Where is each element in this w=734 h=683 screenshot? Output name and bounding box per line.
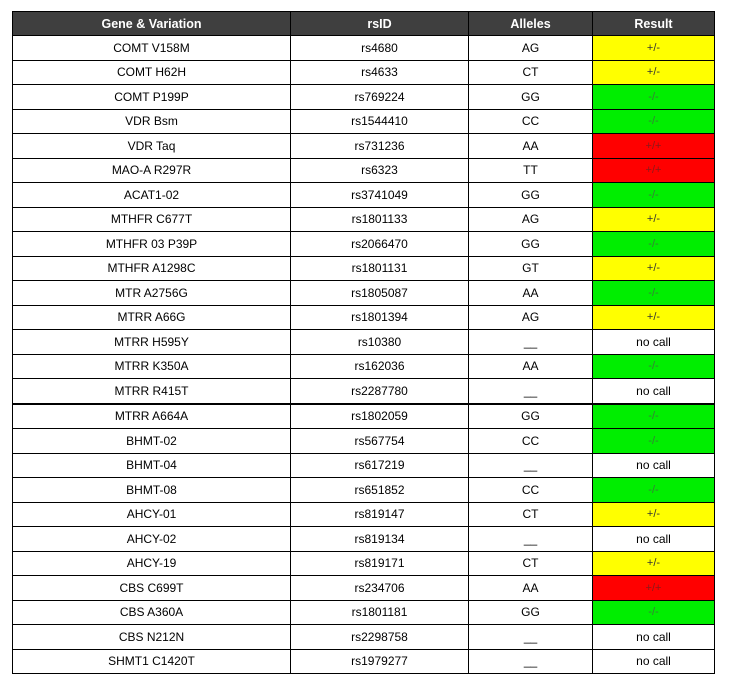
alleles-cell: GG bbox=[469, 183, 593, 208]
rsid-cell: rs3741049 bbox=[291, 183, 469, 208]
result-cell: +/+ bbox=[593, 134, 715, 159]
rsid-cell: rs731236 bbox=[291, 134, 469, 159]
gene-variation-cell: MTRR K350A bbox=[13, 354, 291, 379]
gene-variation-cell: CBS A360A bbox=[13, 600, 291, 625]
alleles-cell: CC bbox=[469, 429, 593, 454]
table-row bbox=[13, 134, 715, 159]
gene-variation-cell: MTRR R415T bbox=[13, 379, 291, 404]
gene-variation-cell: ACAT1-02 bbox=[13, 183, 291, 208]
alleles-cell: __ bbox=[469, 330, 593, 355]
gene-variation-cell: MTHFR C677T bbox=[13, 207, 291, 232]
gene-variation-cell: VDR Taq bbox=[13, 134, 291, 159]
gene-variation-cell: BHMT-02 bbox=[13, 429, 291, 454]
result-cell: -/- bbox=[593, 600, 715, 625]
table-row bbox=[13, 478, 715, 503]
gene-variation-cell: MAO-A R297R bbox=[13, 158, 291, 183]
gene-variation-cell: MTRR A664A bbox=[13, 404, 291, 429]
alleles-cell: AA bbox=[469, 134, 593, 159]
result-cell: +/+ bbox=[593, 576, 715, 601]
result-cell: -/- bbox=[593, 354, 715, 379]
gene-variation-cell: BHMT-04 bbox=[13, 453, 291, 478]
table-header-row bbox=[13, 12, 715, 36]
result-cell: +/- bbox=[593, 256, 715, 281]
gene-variation-cell: VDR Bsm bbox=[13, 109, 291, 134]
table-body bbox=[13, 36, 715, 674]
table-row bbox=[13, 649, 715, 674]
rsid-cell: rs162036 bbox=[291, 354, 469, 379]
result-cell: -/- bbox=[593, 478, 715, 503]
gene-variation-cell: AHCY-02 bbox=[13, 527, 291, 552]
result-cell: no call bbox=[593, 625, 715, 650]
table-row bbox=[13, 256, 715, 281]
alleles-cell: __ bbox=[469, 379, 593, 404]
result-cell: -/- bbox=[593, 232, 715, 257]
result-cell: no call bbox=[593, 330, 715, 355]
rsid-cell: rs567754 bbox=[291, 429, 469, 454]
rsid-cell: rs1805087 bbox=[291, 281, 469, 306]
gene-variation-cell: MTHFR A1298C bbox=[13, 256, 291, 281]
rsid-cell: rs819171 bbox=[291, 551, 469, 576]
result-cell: no call bbox=[593, 379, 715, 404]
result-cell: +/- bbox=[593, 551, 715, 576]
gene-variation-cell: MTRR A66G bbox=[13, 305, 291, 330]
result-cell: +/+ bbox=[593, 158, 715, 183]
alleles-cell: GG bbox=[469, 232, 593, 257]
rsid-cell: rs234706 bbox=[291, 576, 469, 601]
result-cell: -/- bbox=[593, 281, 715, 306]
alleles-cell: CT bbox=[469, 551, 593, 576]
table-row bbox=[13, 330, 715, 355]
table-row bbox=[13, 109, 715, 134]
gene-variation-cell: COMT P199P bbox=[13, 85, 291, 110]
header-gene-variation: Gene & Variation bbox=[13, 12, 291, 36]
table-row bbox=[13, 85, 715, 110]
rsid-cell: rs1801394 bbox=[291, 305, 469, 330]
header-result: Result bbox=[593, 12, 715, 36]
table-row bbox=[13, 429, 715, 454]
alleles-cell: AA bbox=[469, 354, 593, 379]
result-cell: no call bbox=[593, 527, 715, 552]
gene-variation-cell: CBS N212N bbox=[13, 625, 291, 650]
rsid-cell: rs1802059 bbox=[291, 404, 469, 429]
table-row bbox=[13, 36, 715, 61]
rsid-cell: rs819134 bbox=[291, 527, 469, 552]
table-row bbox=[13, 60, 715, 85]
header-rsid: rsID bbox=[291, 12, 469, 36]
result-cell: +/- bbox=[593, 502, 715, 527]
table-row bbox=[13, 379, 715, 404]
result-cell: +/- bbox=[593, 207, 715, 232]
gene-variation-cell: SHMT1 C1420T bbox=[13, 649, 291, 674]
alleles-cell: TT bbox=[469, 158, 593, 183]
table-row bbox=[13, 600, 715, 625]
alleles-cell: GG bbox=[469, 600, 593, 625]
alleles-cell: __ bbox=[469, 527, 593, 552]
gene-variation-cell: MTHFR 03 P39P bbox=[13, 232, 291, 257]
gene-variation-cell: MTR A2756G bbox=[13, 281, 291, 306]
alleles-cell: GG bbox=[469, 404, 593, 429]
table-row bbox=[13, 354, 715, 379]
rsid-cell: rs4680 bbox=[291, 36, 469, 61]
gene-variation-cell: COMT V158M bbox=[13, 36, 291, 61]
table-row bbox=[13, 158, 715, 183]
genetic-results-table bbox=[12, 11, 715, 674]
table-row bbox=[13, 502, 715, 527]
rsid-cell: rs769224 bbox=[291, 85, 469, 110]
rsid-cell: rs819147 bbox=[291, 502, 469, 527]
table-row bbox=[13, 232, 715, 257]
rsid-cell: rs2298758 bbox=[291, 625, 469, 650]
result-cell: -/- bbox=[593, 85, 715, 110]
gene-variation-cell: CBS C699T bbox=[13, 576, 291, 601]
table-row bbox=[13, 281, 715, 306]
table-row bbox=[13, 551, 715, 576]
result-cell: no call bbox=[593, 453, 715, 478]
rsid-cell: rs4633 bbox=[291, 60, 469, 85]
alleles-cell: CT bbox=[469, 60, 593, 85]
alleles-cell: CC bbox=[469, 109, 593, 134]
result-cell: +/- bbox=[593, 305, 715, 330]
gene-variation-cell: COMT H62H bbox=[13, 60, 291, 85]
table-row bbox=[13, 207, 715, 232]
alleles-cell: __ bbox=[469, 453, 593, 478]
alleles-cell: GG bbox=[469, 85, 593, 110]
rsid-cell: rs2066470 bbox=[291, 232, 469, 257]
alleles-cell: AA bbox=[469, 576, 593, 601]
rsid-cell: rs1801133 bbox=[291, 207, 469, 232]
rsid-cell: rs6323 bbox=[291, 158, 469, 183]
gene-variation-cell: AHCY-19 bbox=[13, 551, 291, 576]
gene-variation-cell: MTRR H595Y bbox=[13, 330, 291, 355]
alleles-cell: CT bbox=[469, 502, 593, 527]
result-cell: -/- bbox=[593, 183, 715, 208]
alleles-cell: AA bbox=[469, 281, 593, 306]
rsid-cell: rs651852 bbox=[291, 478, 469, 503]
table-row bbox=[13, 625, 715, 650]
alleles-cell: GT bbox=[469, 256, 593, 281]
result-cell: -/- bbox=[593, 109, 715, 134]
table-row bbox=[13, 453, 715, 478]
gene-variation-cell: AHCY-01 bbox=[13, 502, 291, 527]
rsid-cell: rs1801181 bbox=[291, 600, 469, 625]
rsid-cell: rs1979277 bbox=[291, 649, 469, 674]
gene-variation-cell: BHMT-08 bbox=[13, 478, 291, 503]
rsid-cell: rs617219 bbox=[291, 453, 469, 478]
rsid-cell: rs2287780 bbox=[291, 379, 469, 404]
result-cell: +/- bbox=[593, 60, 715, 85]
result-cell: -/- bbox=[593, 429, 715, 454]
alleles-cell: __ bbox=[469, 649, 593, 674]
table-row bbox=[13, 527, 715, 552]
result-cell: +/- bbox=[593, 36, 715, 61]
result-cell: -/- bbox=[593, 404, 715, 429]
rsid-cell: rs1801131 bbox=[291, 256, 469, 281]
rsid-cell: rs1544410 bbox=[291, 109, 469, 134]
alleles-cell: __ bbox=[469, 625, 593, 650]
table-row bbox=[13, 305, 715, 330]
alleles-cell: AG bbox=[469, 207, 593, 232]
rsid-cell: rs10380 bbox=[291, 330, 469, 355]
table-row bbox=[13, 576, 715, 601]
table-row bbox=[13, 404, 715, 429]
genetic-results-panel bbox=[12, 11, 715, 674]
alleles-cell: AG bbox=[469, 305, 593, 330]
alleles-cell: AG bbox=[469, 36, 593, 61]
table-row bbox=[13, 183, 715, 208]
header-alleles: Alleles bbox=[469, 12, 593, 36]
result-cell: no call bbox=[593, 649, 715, 674]
alleles-cell: CC bbox=[469, 478, 593, 503]
